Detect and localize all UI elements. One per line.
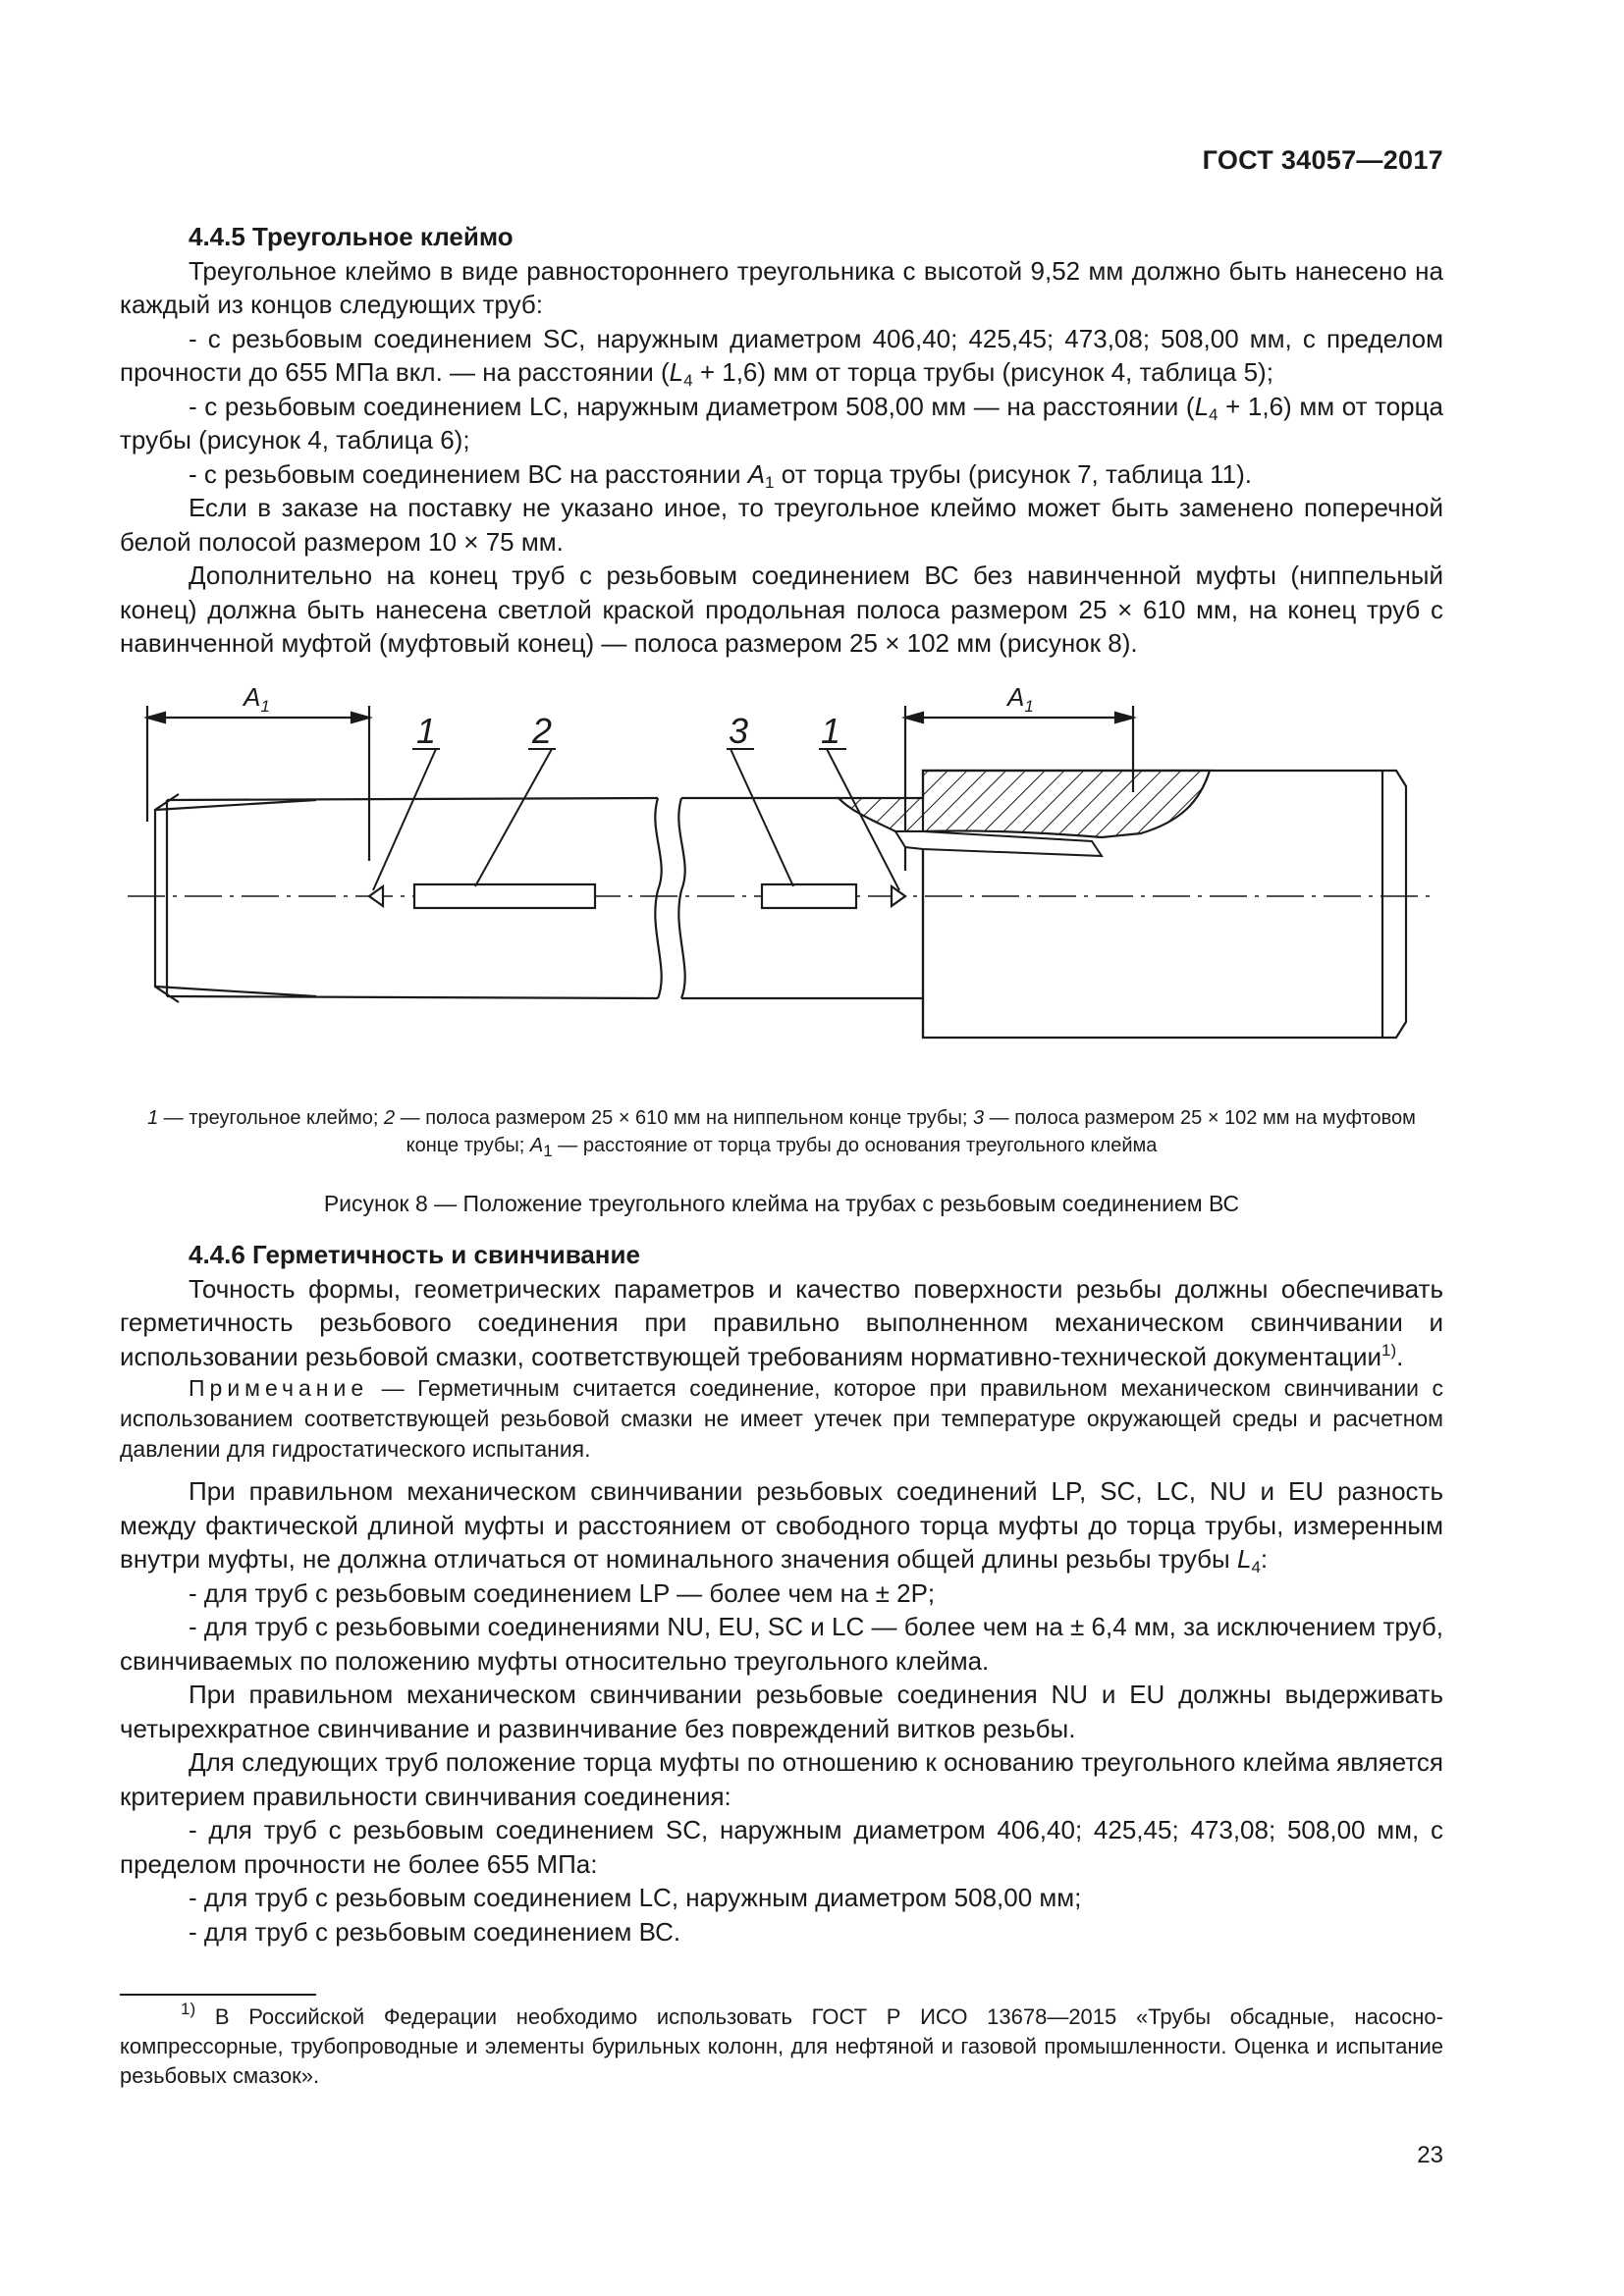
coupling-cutaway-hatch [839, 771, 1210, 837]
leader-line-1-left [373, 749, 436, 890]
leader-line-3 [731, 749, 793, 886]
section-445-paragraph-1: Треугольное клеймо в виде равностороннего треугольника с высотой 9,52 мм должно быть нанесено на каждый из концов следующих труб: [120, 255, 1443, 319]
triangle-mark-left-icon [369, 886, 383, 906]
label-2: 2 [532, 710, 553, 751]
stripe-25x102-coupling-end [762, 884, 856, 908]
label-a1-right: $A_1$ [1007, 683, 1034, 716]
section-446-list-item-1: - для труб с резьбовым соединением LP — более чем на ± 2P; [189, 1577, 936, 1608]
section-446-paragraph-1: Точность формы, геометрических параметров и качество поверхности резьбы должны обеспечивать герметичность резьбового соединения при правильно выполненном механическом свинчивании и использовании резьбовой смазки, соответствующей требованиям нормативно-технической документации$^{1)}$. [120, 1273, 1443, 1371]
label-3: 3 [729, 710, 749, 751]
pipe-break-line-left [655, 798, 661, 998]
figure-8-drawing [120, 684, 1443, 1096]
section-445-list-item-2: - с резьбовым соединением LC, наружным диаметром 508,00 мм — на расстоянии $(L_4 + 1,6)$ мм от торца трубы (рисунок 4, таблица 6); [120, 391, 1443, 454]
section-446-paragraph-3: При правильном механическом свинчивании резьбовые соединения NU и EU должны выдерживать четырехкратное свинчивание и развинчивание без повреждений витков резьбы. [120, 1680, 1443, 1743]
arrowhead-icon [147, 713, 165, 722]
section-446-list-item-3: - для труб с резьбовым соединением SC, наружным диаметром 406,40; 425,45; 473,08; 508,00 мм, с пределом прочности не более 655 МПа: [120, 1815, 1443, 1879]
label-a1-left: $A_1$ [244, 683, 270, 716]
leader-line-2 [475, 749, 552, 886]
thread-taper-top [155, 800, 316, 810]
stripe-25x610-nipple-end [414, 884, 595, 908]
arrowhead-icon [1115, 713, 1133, 722]
figure-8-title: Рисунок 8 — Положение треугольного клейма на трубах с резьбовым соединением ВС [323, 1190, 1240, 1216]
section-445-list-item-3: - с резьбовым соединением ВС на расстоянии $A_1$ от торца трубы (рисунок 7, таблица 11). [189, 458, 1252, 492]
section-445-paragraph-3: Дополнительно на конец труб с резьбовым соединением ВС без навинченной муфты (ниппельный конец) должна быть нанесена светлой краской продольная полоса размером 25 × 610 мм, на конец труб с навинченной муфтой (муфтовый конец) — полоса размером 25 × 102 мм (рисунок 8). [120, 561, 1443, 658]
section-445-title: 4.4.5 Треугольное клеймо [189, 222, 514, 251]
thread-taper-bottom [155, 987, 316, 996]
footnote-separator [120, 1994, 316, 1996]
section-446-title: 4.4.6 Герметичность и свинчивание [189, 1240, 640, 1269]
pipe-marking-diagram [120, 684, 1443, 1096]
pipe-break-line-right [678, 798, 684, 998]
main-content [120, 220, 1443, 1949]
section-446-list-item-5: - для труб с резьбовым соединением ВС. [189, 1916, 681, 1947]
section-446-paragraph-2: При правильном механическом свинчивании резьбовых соединений LP, SC, LC, NU и EU разность между фактической длиной муфты и расстоянием от свободного торца муфты до торца трубы, измеренным внутри муфты, не должна отличаться от номинального значения общей длины резьбы трубы $L_4$: [120, 1476, 1443, 1576]
section-446-note: Примечание — Герметичным считается соединение, которое при правильном механическом свинчивании с использованием соответствующей резьбовой смазки не имеет утечек при температуре окружающей среды и расчетном давлении для гидростатического испытания. [120, 1375, 1443, 1462]
label-1-left: 1 [416, 710, 437, 751]
section-446-list-item-4: - для труб с резьбовым соединением LC, наружным диаметром 508,00 мм; [189, 1883, 1082, 1912]
figure-8-legend: 1 — треугольное клеймо; 2 — полоса размером 25 × 610 мм на ниппельном конце трубы; 3 — полоса размером 25 × 102 мм на муфтовом конце трубы; $A_1$ — расстояние от торца трубы до основания треугольного клейма [147, 1106, 1416, 1160]
arrowhead-icon [905, 713, 923, 722]
section-445-list-item-1: - с резьбовым соединением SC, наружным диаметром 406,40; 425,45; 473,08; 508,00 мм, с пределом прочности до 655 МПа вкл. — на расстоянии $(L_4 + 1,6)$ мм от торца трубы (рисунок 4, таблица 5); [120, 323, 1443, 390]
section-446-paragraph-4: Для следующих труб положение торца муфты по отношению к основанию треугольного клейма является критерием правильности свинчивания соединения: [120, 1747, 1443, 1811]
footnote-reference: 1) [1381, 1340, 1397, 1360]
label-1-right: 1 [821, 710, 841, 751]
section-445-paragraph-2: Если в заказе на поставку не указано иное, то треугольное клеймо может быть заменено поперечной белой полосой размером 10 × 75 мм. [120, 493, 1443, 557]
footnote: $^{1)}$ В Российской Федерации необходимо использовать ГОСТ Р ИСО 13678—2015 «Трубы обсадные, насосно-компрессорные, трубопроводные и элементы бурильных колонн, для нефтяной и газовой промышленности. Оценка и испытание резьбовых смазок». [120, 2000, 1443, 2088]
arrowhead-icon [352, 713, 369, 722]
document-id-header: ГОСТ 34057—2017 [1202, 145, 1443, 175]
page-number: 23 [1417, 2142, 1443, 2168]
section-446-list-item-2: - для труб с резьбовыми соединениями NU, EU, SC и LC — более чем на ± 6,4 мм, за исключением труб, свинчиваемых по положению муфты относительно треугольного клейма. [120, 1612, 1443, 1676]
